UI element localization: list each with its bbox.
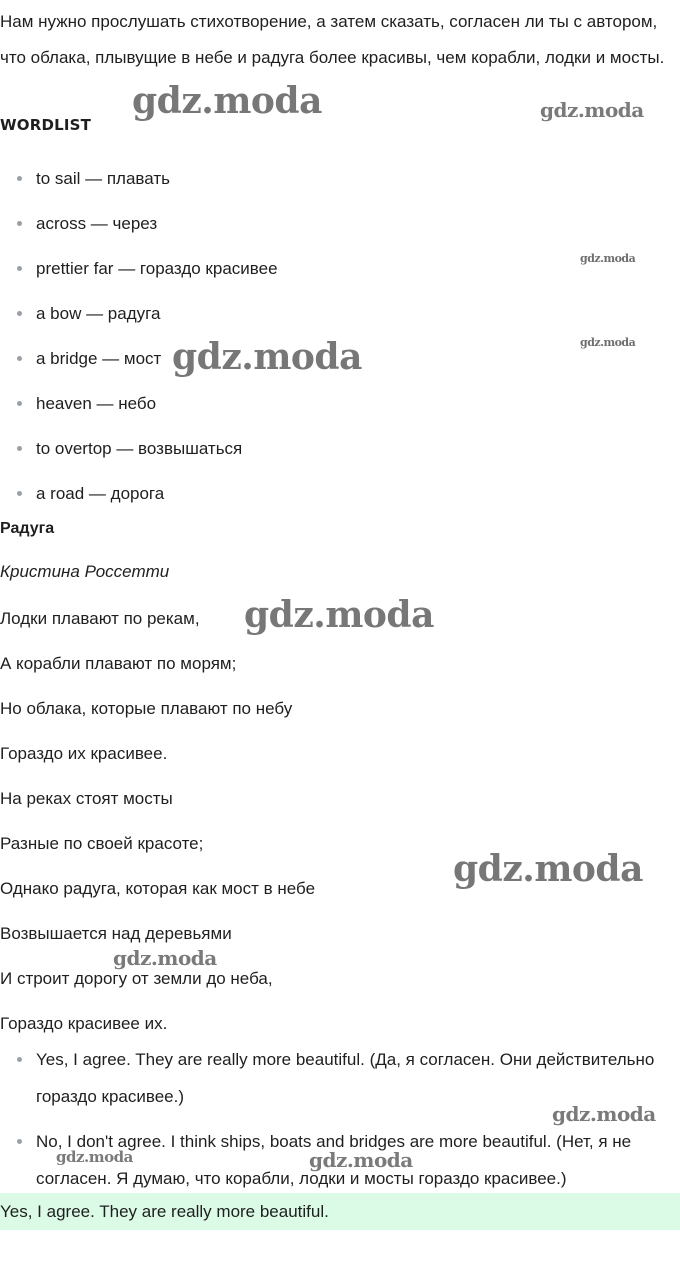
poem-line: Гораздо красивее их. bbox=[0, 1014, 168, 1033]
poem-title: Радуга bbox=[0, 520, 55, 537]
poem-line: Лодки плавают по рекам, bbox=[0, 609, 200, 628]
word-entry: prettier far — гораздо красивее bbox=[36, 259, 278, 278]
word-entry: to sail — плавать bbox=[36, 169, 170, 188]
bullet-icon bbox=[17, 176, 22, 181]
bullet-icon bbox=[17, 1057, 22, 1062]
bullet-icon bbox=[17, 266, 22, 271]
watermark-logo: gdz.moda bbox=[453, 848, 643, 890]
word-entry: a bow — радуга bbox=[36, 304, 161, 323]
bullet-icon bbox=[17, 1139, 22, 1144]
list-item bbox=[0, 426, 680, 471]
watermark-logo: gdz.moda bbox=[113, 946, 217, 970]
list-item bbox=[0, 471, 680, 516]
word-entry: heaven — небо bbox=[36, 394, 157, 413]
poem-line: Возвышается над деревьями bbox=[0, 924, 232, 943]
poem-line: Однако радуга, которая как мост в небе bbox=[0, 879, 316, 898]
bullet-icon bbox=[17, 311, 22, 316]
watermark-logo: gdz.moda bbox=[580, 336, 636, 349]
poem-author: Кристина Россетти bbox=[0, 562, 170, 581]
bullet-icon bbox=[17, 401, 22, 406]
wordlist-heading: WORDLIST bbox=[0, 116, 92, 134]
poem-line: На реках стоят мосты bbox=[0, 789, 173, 808]
watermark-logo: gdz.moda bbox=[552, 1102, 656, 1126]
intro-paragraph: Нам нужно прослушать стихотворение, а затем сказать, согласен ли ты с автором, что облака, плывущие в небе и радуга более красивы, чем корабли, лодки и мосты. bbox=[0, 12, 665, 67]
word-entry: to overtop — возвышаться bbox=[36, 439, 243, 458]
list-item bbox=[0, 381, 680, 426]
poem-line: Гораздо их красивее. bbox=[0, 744, 168, 763]
bullet-icon bbox=[17, 356, 22, 361]
answer-text: No, I don't agree. I think ships, boats and bridges are more beautiful. (Нет, я не согласен. Я думаю, что корабли, лодки и мосты гораздо красивее.) bbox=[36, 1132, 632, 1188]
watermark-logo: gdz.moda bbox=[540, 98, 644, 122]
poem-line: Разные по своей красоте; bbox=[0, 834, 204, 853]
watermark-logo: gdz.moda bbox=[132, 80, 322, 122]
bullet-icon bbox=[17, 446, 22, 451]
poem-line: А корабли плавают по морям; bbox=[0, 654, 237, 673]
watermark-logo: gdz.moda bbox=[172, 336, 362, 378]
watermark-logo: gdz.moda bbox=[309, 1148, 413, 1172]
poem-line: И строит дорогу от земли до неба, bbox=[0, 969, 273, 988]
watermark-logo: gdz.moda bbox=[244, 594, 434, 636]
word-entry: a bridge — мост bbox=[36, 349, 162, 368]
list-item bbox=[0, 201, 680, 246]
word-entry: across — через bbox=[36, 214, 158, 233]
list-item bbox=[0, 291, 680, 336]
watermark-logo: gdz.moda bbox=[56, 1148, 133, 1166]
answer-text: Yes, I agree. They are really more beautiful. (Да, я согласен. Они действительно гораздо красивее.) bbox=[36, 1050, 655, 1106]
bullet-icon bbox=[17, 221, 22, 226]
highlighted-answer: Yes, I agree. They are really more beautiful. bbox=[0, 1193, 680, 1230]
poem-line: Но облака, которые плавают по небу bbox=[0, 699, 293, 718]
list-item bbox=[0, 246, 680, 291]
word-entry: a road — дорога bbox=[36, 484, 165, 503]
list-item bbox=[0, 156, 680, 201]
watermark-logo: gdz.moda bbox=[580, 252, 636, 265]
poem-lines bbox=[0, 596, 680, 1046]
bullet-icon bbox=[17, 491, 22, 496]
